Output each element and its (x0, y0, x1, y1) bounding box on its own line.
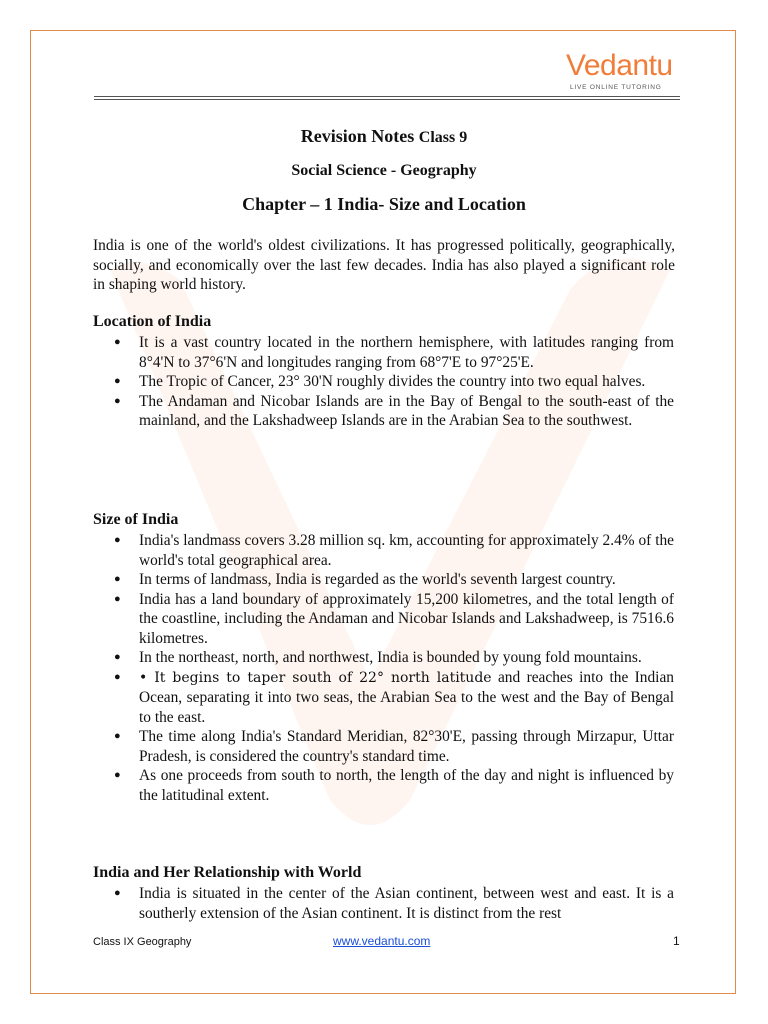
bullet-icon: ● (114, 573, 121, 585)
list-item: ● In terms of landmass, India is regarded as the world's seventh largest country. (114, 571, 616, 588)
bullet-icon: ● (114, 336, 121, 348)
list-item: ● The Andaman and Nicobar Islands are in the Bay of Bengal to the south-east of the mainland, and the Lakshadweep Islands are in the Arabian Sea to the southwest. (114, 392, 674, 429)
list-item: ● India's landmass covers 3.28 million sq. km, accounting for approximately 2.4% of the world's total geographical area. (114, 532, 674, 569)
footer-class-label: Class IX Geography (93, 936, 192, 948)
relationship-list (112, 884, 674, 923)
bullet-icon: ● (114, 375, 121, 387)
list-item: ● It is a vast country located in the northern hemisphere, with latitudes ranging from 8°4'N to 37°6'N and longitudes ranging from 68°7'E to 97°25'E. (114, 334, 674, 371)
list-item: ● In the northeast, north, and northwest, India is bounded by young fold mountains. (114, 649, 642, 666)
list-item: ● The Tropic of Cancer, 23° 30'N roughly divides the country into two equal halves. (114, 373, 646, 390)
bullet-icon: ● (114, 730, 121, 742)
logo-wordmark: Vedantu (566, 49, 673, 82)
list-item: ● India is situated in the center of the Asian continent, between west and east. It is a southerly extension of the Asian continent. It is distinct from the rest (114, 885, 674, 922)
bullet-icon: ● (114, 670, 121, 683)
section-heading-size: Size of India (93, 511, 179, 528)
logo-tagline: LIVE ONLINE TUTORING (570, 84, 662, 91)
bullet-icon: ● (114, 394, 121, 407)
highlighted-phrase: • It begins to taper south of 22° north latitude (139, 669, 492, 686)
page-number: 1 (673, 934, 680, 948)
bullet-icon: ● (114, 887, 121, 899)
intro-paragraph: India is one of the world's oldest civilizations. It has progressed politically, geographically, socially, and economically over the last few decades. India has also played a significant role in shaping world history. (93, 237, 675, 293)
list-item: ● • It begins to taper south of 22° north latitude and reaches into the Indian Ocean, separating it into two seas, the Arabian Sea to the west and the Bay of Bengal to the east. (114, 668, 674, 726)
list-item: ● As one proceeds from south to north, the length of the day and night is influenced by the latitudinal extent. (114, 767, 674, 804)
bullet-icon: ● (114, 769, 121, 781)
doc-chapter: Chapter – 1 India- Size and Location (242, 194, 526, 214)
bullet-icon: ● (114, 592, 121, 605)
header-rule (94, 96, 680, 100)
section-heading-relationship: India and Her Relationship with World (93, 864, 362, 881)
vedantu-logo (566, 48, 681, 96)
location-list (112, 333, 674, 431)
list-item: ● The time along India's Standard Meridian, 82°30'E, passing through Mirzapur, Uttar Pradesh, is considered the country's standard time. (114, 728, 674, 765)
doc-subject: Social Science - Geography (291, 162, 477, 179)
bullet-icon: ● (114, 534, 121, 546)
doc-title: Revision Notes Class 9 (300, 126, 468, 146)
bullet-icon: ● (114, 651, 121, 663)
section-heading-location: Location of India (93, 313, 212, 330)
footer-website-link[interactable]: www.vedantu.com (333, 934, 431, 948)
size-list (112, 531, 674, 805)
list-item: ● India has a land boundary of approximately 15,200 kilometres, and the total length of the coastline, including the Andaman and Nicobar Islands and Lakshadweep, is 7516.6 kilometres. (114, 590, 674, 647)
